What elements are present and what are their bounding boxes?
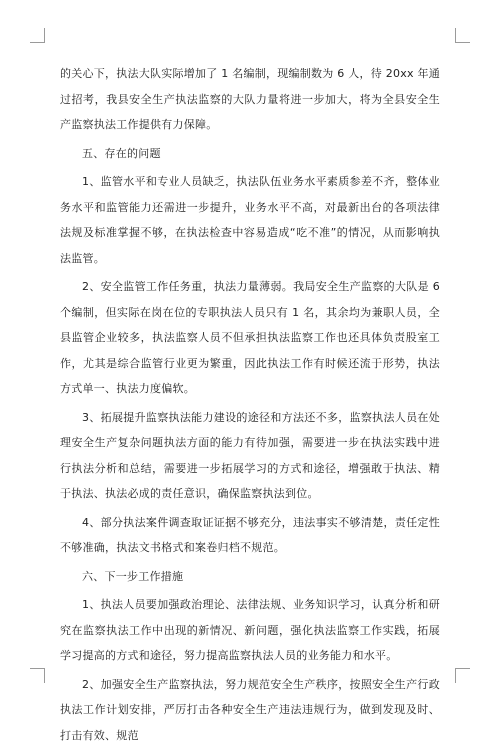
paragraph-measure-2: 2、加强安全生产监察执法，努力规范安全生产秩序，按照安全生产行政执法工作计划安排，严厉打击各种安全生产违法违规行为，做到发现及时、打击有效、规范 <box>60 677 440 742</box>
section-heading-next-steps: 六、下一步工作措施 <box>82 569 184 583</box>
section-heading-problems: 五、存在的问题 <box>82 146 161 160</box>
crop-mark-bottom-left <box>30 668 45 683</box>
paragraph-measure-1: 1、执法人员要加强政治理论、法律法规、业务知识学习，认真分析和研究在监察执法工作中出现的新情况、新问题，强化执法监察工作实践，拓展学习提高的方式和途径，努力提高监察执法人员的业务能力和水平。 <box>60 598 440 662</box>
paragraph-problem-3: 3、拓展提升监察执法能力建设的途径和方法还不多，监察执法人员在处理安全生产复杂问题执法方面的能力有待加强，需要进一步在执法实践中进行执法分析和总结，需要进一步拓展学习的方式和途径，增强敢于执法、精于执法、执法必成的责任意识，确保监察执法到位。 <box>60 410 440 500</box>
crop-mark-top-left <box>30 28 45 43</box>
paragraph-continuation: 的关心下，执法大队实际增加了 1 名编制，现编制数为 6 人，待 20xx 年通过招考，我县安全生产执法监察的大队力量将进一步加大，将为全县安全生产监察执法工作提供有力保障。 <box>60 67 440 131</box>
paragraph-problem-4: 4、部分执法案件调查取证证据不够充分，违法事实不够清楚，责任定性不够准确，执法文书格式和案卷归档不规范。 <box>60 515 440 554</box>
paragraph-problem-2: 2、安全监管工作任务重，执法力量薄弱。我局安全生产监察的大队是 6 个编制，但实际在岗在位的专职执法人员只有 1 名，其余均为兼职人员，全县监管企业较多，执法监察人员不但承担执法监察工作也还具体负责股室工作，尤其是综合监管行业更为繁重，因此执法工作有时候还流于形势，执法方式单一、执法力度偏软。 <box>60 280 440 395</box>
paragraph-problem-1: 1、监管水平和专业人员缺乏，执法队伍业务水平素质参差不齐，整体业务水平和监管能力还需进一步提升，业务水平不高，对最新出台的各项法律法规及标准掌握不够，在执法检查中容易造成“吃不准”的情况，从而影响执法监管。 <box>60 175 440 265</box>
document-body <box>60 61 440 751</box>
crop-mark-top-right <box>455 28 470 43</box>
crop-mark-bottom-right <box>455 668 470 683</box>
